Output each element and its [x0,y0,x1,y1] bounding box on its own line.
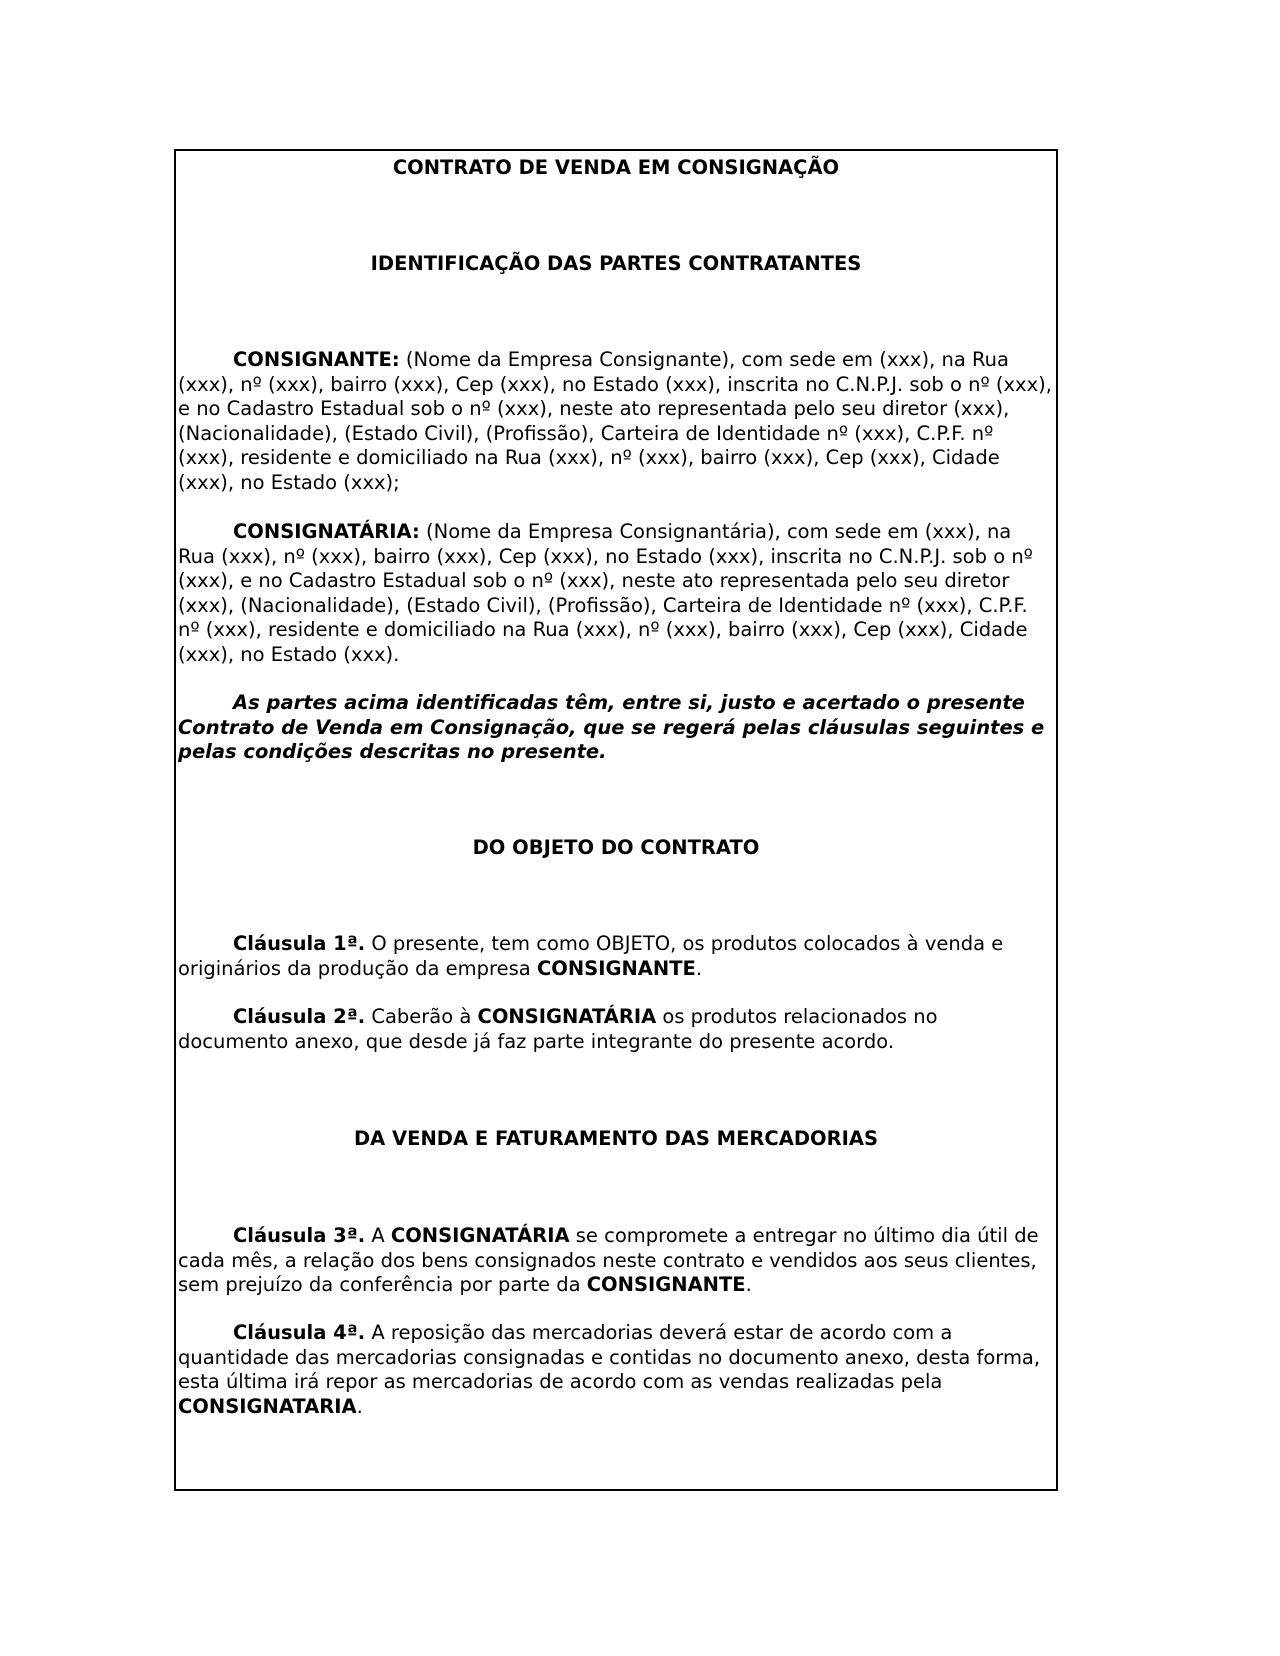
consignataria-text: (Nome da Empresa Consignantária), com sede em (xxx), na Rua (xxx), nº (xxx), bairro (xxx), Cep (xxx), no Estado (xxx), inscrita no C.N.P.J. sob o nº (xxx), e no Cadastro Estadual sob o nº (xxx), neste ato representada pelo seu diretor (xxx), (Nacionalidade), (Estado Civil), (Profissão), Carteira de Identidade nº (xxx), C.P.F. nº (xxx), residente e domiciliado na Rua (xxx), nº (xxx), bairro (xxx), Cep (xxx), Cidade (xxx), no Estado (xxx). [178,520,1033,666]
clausula-2-text-a: Caberão à [365,1005,478,1028]
clausula-1-party: CONSIGNANTE [536,956,696,980]
consignataria-label: CONSIGNATÁRIA: [233,520,420,543]
clausula-3-party: CONSIGNATÁRIA [390,1224,570,1247]
paragraph-consignante [178,348,1054,495]
clausula-4-label: Cláusula 4ª. [233,1321,366,1344]
section-heading-objeto: DO OBJETO DO CONTRATO [472,836,760,859]
consignante-label: CONSIGNANTE: [233,348,400,371]
consignante-text: (Nome da Empresa Consignante), com sede em (xxx), na Rua (xxx), nº (xxx), bairro (xxx), Cep (xxx), no Estado (xxx), inscrita no C.N.P.J. sob o nº (xxx), e no Cadastro Estadual sob o nº (xxx), neste ato representada pelo seu diretor (xxx), (Nacionalidade), (Estado Civil), (Profissão), Carteira de Identidade nº (xxx), C.P.F. nº (xxx), residente e domiciliado na Rua (xxx), nº (xxx), bairro (xxx), Cep (xxx), Cidade (xxx), no Estado (xxx); [178,348,1052,494]
contract-page-border [174,149,1058,1491]
clausula-4-end: . [356,1394,363,1418]
paragraph-clausula-3 [178,1224,1054,1298]
clausula-1-text: O presente, tem como OBJETO, os produtos colocados à venda e originários da produção da empresa [178,932,1004,980]
paragraph-clausula-2 [178,1005,1054,1054]
paragraph-clausula-4 [178,1321,1054,1419]
clausula-4-party: CONSIGNATARIA [178,1394,357,1418]
paragraph-consignataria [178,520,1054,667]
clausula-3-end: . [745,1273,752,1296]
clausula-1-end: . [695,956,703,980]
paragraph-clausula-1 [178,932,1054,981]
clausula-2-text-b: os produtos relacionados no documento anexo, que desde já faz parte integrante do presente acordo. [178,1005,938,1053]
clausula-4-text: A reposição das mercadorias deverá estar de acordo com a quantidade das mercadorias consignadas e contidas no documento anexo, desta forma, esta última irá repor as mercadorias de acordo com as vendas realizadas pela [178,1321,1041,1393]
paragraph-partes: As partes acima identificadas têm, entre si, justo e acertado o presente Contrato de Venda em Consignação, que se regerá pelas cláusulas seguintes e pelas condições descritas no presente. [178,691,1045,763]
clausula-3-party-2: CONSIGNANTE [586,1273,746,1296]
clausula-3-text-a: A [365,1224,391,1247]
section-heading-identificacao: IDENTIFICAÇÃO DAS PARTES CONTRATANTES [370,252,862,275]
clausula-2-label: Cláusula 2ª. [233,1005,366,1028]
clausula-2-party: CONSIGNATÁRIA [477,1005,657,1028]
clausula-3-text-b: se compromete a entregar no último dia útil de cada mês, a relação dos bens consignados neste contrato e vendidos aos seus clientes, sem prejuízo da conferência por parte da [178,1224,1039,1296]
clausula-1-label: Cláusula 1ª. [233,932,366,955]
clausula-3-label: Cláusula 3ª. [233,1224,366,1247]
section-heading-venda: DA VENDA E FATURAMENTO DAS MERCADORIAS [353,1127,878,1150]
contract-title: CONTRATO DE VENDA EM CONSIGNAÇÃO [392,156,840,179]
